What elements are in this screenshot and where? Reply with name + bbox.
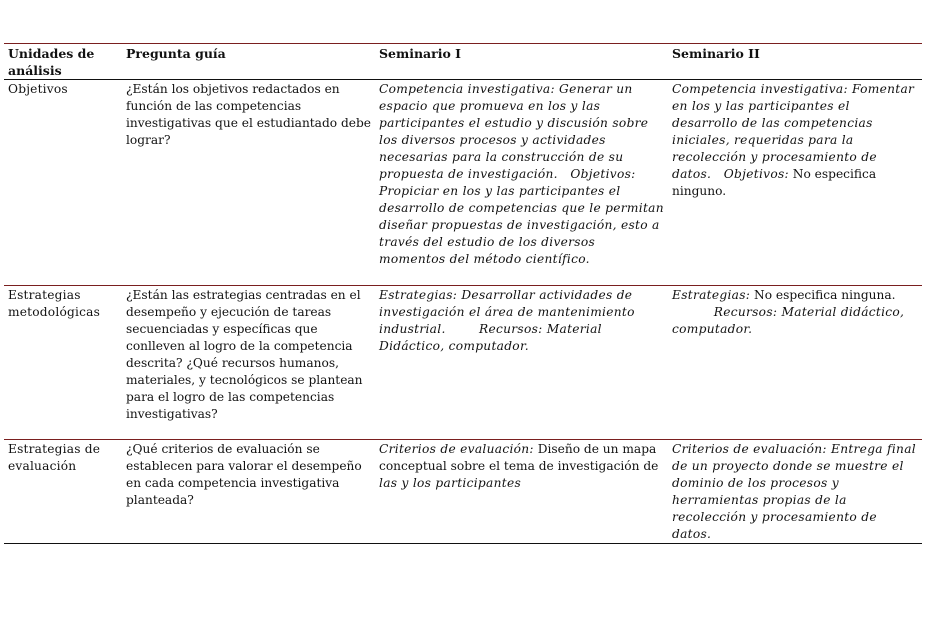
row-seminar-2 xyxy=(668,80,922,286)
row-unit: Estrategias metodológicas xyxy=(4,286,122,440)
row-seminar-1 xyxy=(375,80,668,286)
text: Desarrollar actividades de investigación el área de mantenimiento industrial. xyxy=(379,288,635,336)
text: las y los participantes xyxy=(379,476,522,490)
label: Criterios de evaluación: xyxy=(379,442,534,456)
table-row xyxy=(4,440,922,544)
text: Entrega final de un proyecto donde se muestre el dominio de los procesos y herramientas propias de la recolección y procesamiento de datos. xyxy=(672,442,916,541)
row-seminar-1 xyxy=(375,440,668,544)
label: Objetivos: xyxy=(557,167,636,181)
text: Diseño de un mapa conceptual sobre el tema de investigación de xyxy=(379,442,659,473)
row-question: ¿Están los objetivos redactados en función de las competencias investigativas que el estudiantado debe lograr? xyxy=(122,80,375,286)
text: Fomentar en los y las participantes el desarrollo de las competencias iniciales, requeridas para la recolección y procesamiento de datos. xyxy=(672,82,915,181)
label: Competencia investigativa: xyxy=(672,82,848,96)
text: No especifica ninguna. xyxy=(750,288,896,302)
table-row xyxy=(4,286,922,440)
header-seminar-2: Seminario II xyxy=(668,44,922,80)
row-question: ¿Están las estrategias centradas en el desempeño y ejecución de tareas secuenciadas y específicas que conlleven al logro de la competencia descrita? ¿Qué recursos humanos, materiales, y tecnológicos se plantean para el logro de las competencias investigativas? xyxy=(122,286,375,440)
row-seminar-2 xyxy=(668,286,922,440)
header-seminar-1: Seminario I xyxy=(375,44,668,80)
row-unit: Estrategias de evaluación xyxy=(4,440,122,544)
label: Objetivos: xyxy=(711,167,789,181)
text: Propiciar en los y las participantes el desarrollo de competencias que le permitan diseñar propuestas de investigación, esto a través del estudio de los diversos momentos del método científico. xyxy=(379,184,664,266)
header-units: Unidades de análisis xyxy=(4,44,122,80)
header-question: Pregunta guía xyxy=(122,44,375,80)
label: Estrategias: xyxy=(672,288,751,302)
row-question: ¿Qué criterios de evaluación se establecen para valorar el desempeño en cada competencia investigativa planteada? xyxy=(122,440,375,544)
row-seminar-1 xyxy=(375,286,668,440)
table-row xyxy=(4,80,922,286)
text: Material Didáctico, computador. xyxy=(379,322,602,353)
row-unit: Objetivos xyxy=(4,80,122,286)
text: Generar un espacio que promueva en los y las participantes el estudio y discusión sobre los diversos procesos y actividades necesarias para la construcción de su propuesta de investigación. xyxy=(379,82,649,181)
table-header-row xyxy=(4,44,922,80)
label: Recursos: xyxy=(672,305,778,319)
text: Material didáctico, computador. xyxy=(672,305,905,336)
analysis-table xyxy=(4,43,922,544)
label: Competencia investigativa: xyxy=(379,82,555,96)
text: No especifica ninguno. xyxy=(672,167,877,198)
row-seminar-2 xyxy=(668,440,922,544)
label: Recursos: xyxy=(445,322,543,336)
label: Estrategias: xyxy=(379,288,458,302)
label: Criterios de evaluación: xyxy=(672,442,827,456)
